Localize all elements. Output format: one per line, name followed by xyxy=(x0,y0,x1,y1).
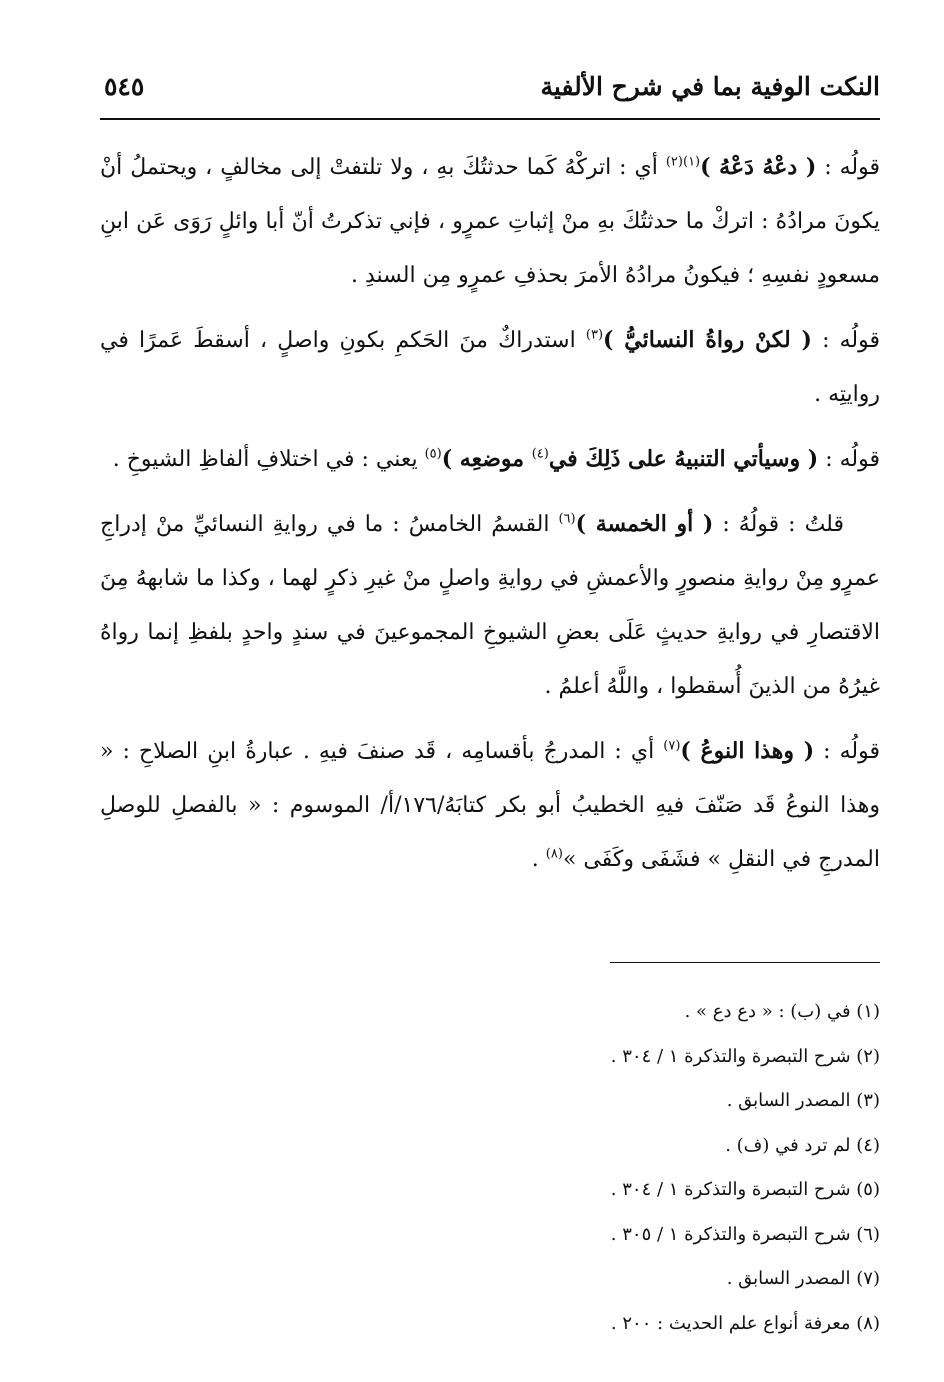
footnote-ref: (١)(٢) xyxy=(665,154,701,170)
footnote-ref: (٤) xyxy=(531,446,549,462)
quoted-phrase: ( لكنْ رواةُ النسائيُّ ) xyxy=(603,327,812,353)
footnote-item: (٤) لم ترد في (ف) . xyxy=(725,1134,880,1156)
paragraph-label: قولُه : xyxy=(814,739,880,764)
main-text xyxy=(100,140,880,897)
footnote-item: (٦) شرح التبصرة والتذكرة ١ / ٣٠٥ . xyxy=(610,1223,880,1245)
quoted-phrase: ( أو الخمسة ) xyxy=(575,511,714,537)
paragraph-4 xyxy=(100,497,880,714)
running-title: النكت الوفية بما في شرح الألفية xyxy=(540,72,880,101)
page-header xyxy=(100,72,880,112)
footnotes xyxy=(100,990,880,1346)
quoted-phrase: ( وسيأتي التنبيهُ على ذَلِكَ في xyxy=(548,446,819,472)
footnote-ref: (٦) xyxy=(558,511,576,527)
footnote-item: (٧) المصدر السابق . xyxy=(726,1268,880,1289)
quoted-phrase-continued: موضعِه ) xyxy=(441,446,532,472)
paragraph-text: أي : المدرجُ بأقسامِه ، قَد صنفَ فيهِ . عبارةُ ابنِ الصلاحِ : « وهذا النوعُ قَد صَنّفَ فيهِ الخطيبُ أبو بكر كتابَهُ/١٧٦/أ/ الموسوم : « بالفصلِ للوصلِ المدرجِ في النقلِ » فشَفَى وكَفَى » xyxy=(100,739,880,872)
paragraph-text: يعني : في اختلافِ ألفاظِ الشيوخِ . xyxy=(112,447,425,472)
footnote-item: (١) في (ب) : « دع دع » . xyxy=(684,1001,880,1022)
footnote-item: (٣) المصدر السابق . xyxy=(726,1090,880,1111)
paragraph-text: استدراكٌ منَ الحَكمِ بكونِ واصلٍ ، أسقطَ عَمرًا في روايتِه . xyxy=(100,328,880,407)
paragraph-label: قولُه : xyxy=(816,155,881,180)
paragraph-3 xyxy=(100,432,880,487)
quoted-phrase: ( وهذا النوعُ ) xyxy=(680,738,815,764)
paragraph-1 xyxy=(100,140,880,303)
paragraph-text-end: . xyxy=(531,847,546,872)
footnote-ref: (٧) xyxy=(663,738,681,754)
footnote-item: (٨) معرفة أنواع علم الحديث : ٢٠٠ . xyxy=(610,1312,880,1334)
paragraph-label: قولُه : xyxy=(811,328,881,353)
paragraph-label: قولُه : xyxy=(818,447,880,472)
paragraph-2 xyxy=(100,313,880,422)
quoted-phrase: ( دعْهُ دَعْهُ ) xyxy=(700,154,817,180)
header-divider xyxy=(100,118,880,120)
footnote-ref: (٨) xyxy=(545,846,563,862)
paragraph-label: قلتُ : قولُهُ : xyxy=(713,512,844,537)
paragraph-text: القسمُ الخامسُ : ما في روايةِ النسائيِّ منْ إدراجِ عمرٍو مِنْ روايةِ منصورٍ والأعمشِ في روايةِ واصلٍ منْ غيرِ ذكرٍ لهما ، وكذا ما شابههُ مِنَ الاقتصارِ في روايةِ حديثٍ عَلَى بعضِ الشيوخِ المجموعينَ في سندٍ واحدٍ بلفظِ إنما رواهُ غيرُهُ من الذينَ أُسقطوا ، واللَّهُ أعلمُ . xyxy=(100,512,880,699)
page-number: ٥٤٥ xyxy=(104,72,145,101)
paragraph-text: أي : اتركْهُ كَما حدثتُكَ بهِ ، ولا تلتفتْ إلى مخالفٍ ، ويحتملُ أنْ يكونَ مرادُهُ : اتركْ ما حدثتُكَ بهِ منْ إثباتِ عمرٍو ، فإني تذكرتُ أنّ أبا وائلٍ رَوَى عَن ابنِ مسعودٍ نفسِهِ ؛ فيكونُ مرادُهُ الأمرَ بحذفِ عمرٍو مِن السندِ . xyxy=(100,155,880,288)
footnote-item: (٥) شرح التبصرة والتذكرة ١ / ٣٠٤ . xyxy=(610,1179,880,1200)
footnote-divider xyxy=(610,962,880,963)
footnote-item: (٢) شرح التبصرة والتذكرة ١ / ٣٠٤ . xyxy=(610,1045,880,1067)
footnote-ref: (٥) xyxy=(424,446,442,462)
footnote-ref: (٣) xyxy=(585,327,604,343)
paragraph-5 xyxy=(100,724,880,887)
